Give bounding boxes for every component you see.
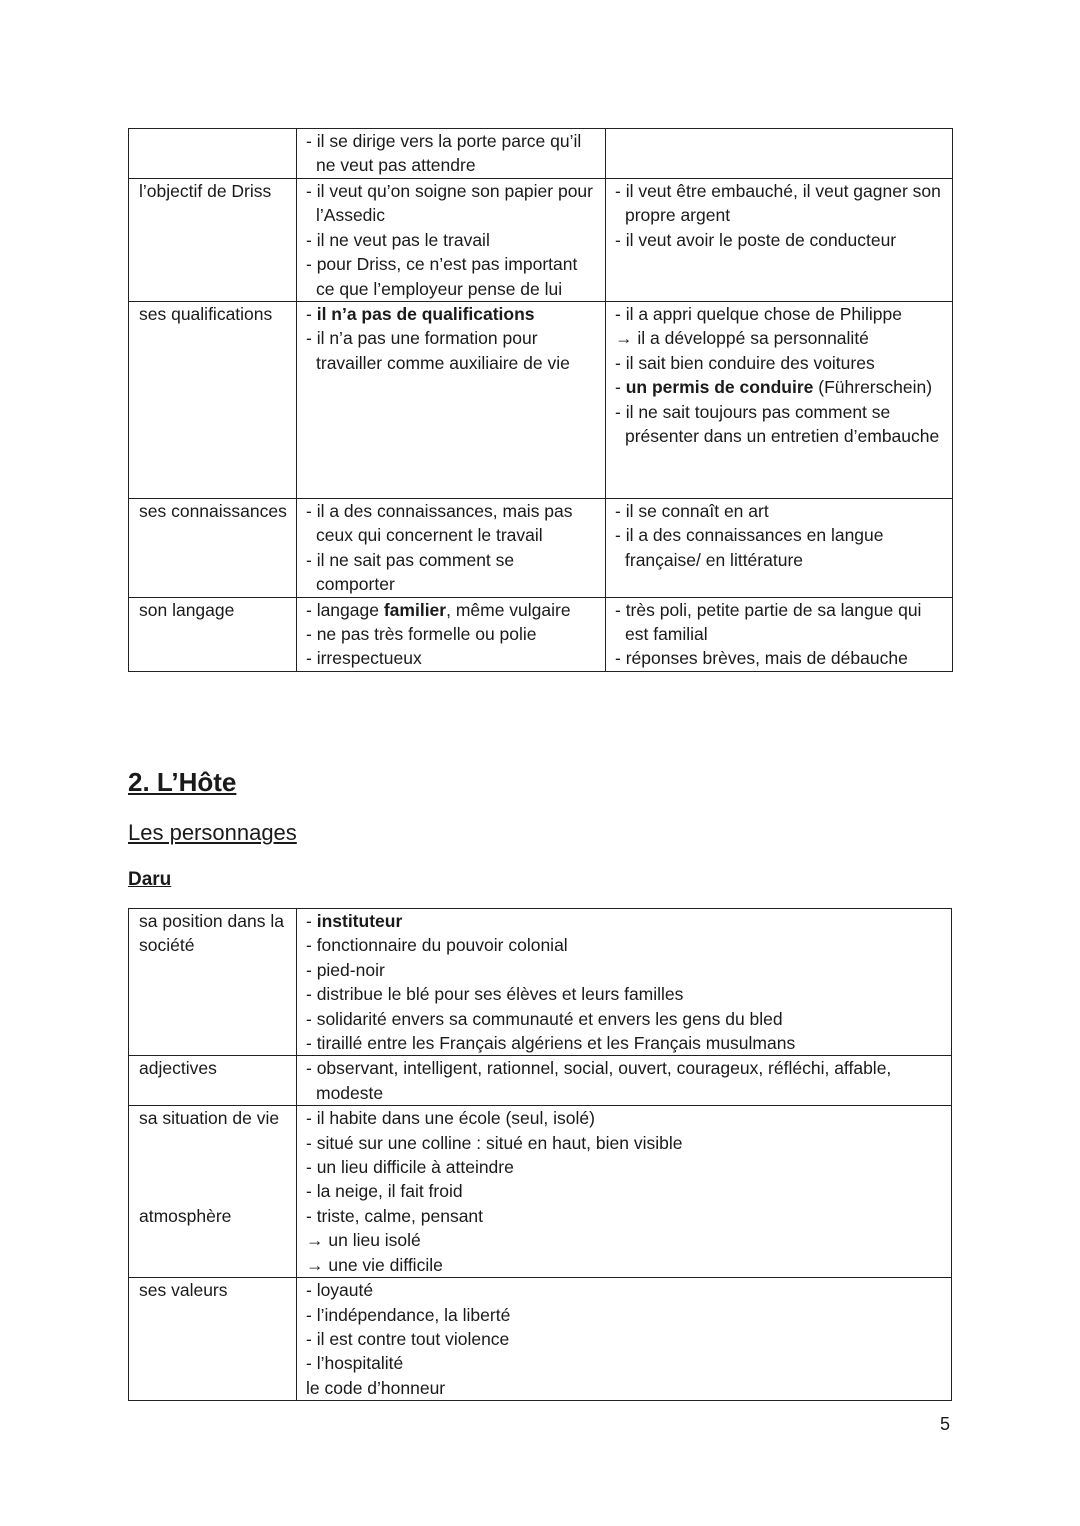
cell-line: [306, 1056, 943, 1105]
text-run: -: [615, 377, 626, 398]
cell-line: [615, 351, 944, 375]
cell-line: [306, 252, 597, 301]
row-label: ses qualifications: [129, 302, 297, 499]
text-run: - il se connaît en art: [615, 501, 769, 522]
row-label: son langage: [129, 597, 297, 671]
text-run: - un lieu difficile à atteindre: [306, 1157, 514, 1178]
cell-line: [615, 179, 944, 228]
text-run: - la neige, il fait froid: [306, 1181, 463, 1202]
text-run: → une vie difficile: [306, 1254, 443, 1275]
text-run: - il habite dans une école (seul, isolé): [306, 1108, 595, 1129]
cell-line: [306, 1278, 943, 1302]
text-run: - il n’a pas une formation pour travailler comme auxiliaire de vie: [306, 328, 570, 373]
table-row: [129, 1278, 952, 1401]
text-run: - ne pas très formelle ou polie: [306, 624, 537, 645]
cell-line: [306, 1106, 943, 1130]
text-run: - tiraillé entre les Français algériens et les Français musulmans: [306, 1033, 796, 1054]
cell-col2: [297, 499, 606, 598]
cell-line: [615, 326, 944, 350]
cell-col2: [297, 597, 606, 671]
cell-col2: [297, 1056, 952, 1106]
cell-col3: [606, 129, 953, 179]
text-run: - l’hospitalité: [306, 1353, 404, 1374]
cell-col2: [297, 129, 606, 179]
cell-line: [615, 375, 944, 399]
cell-line: [306, 179, 597, 228]
text-run: - pour Driss, ce n’est pas important ce que l’employeur pense de lui: [306, 254, 578, 299]
bold-text: familier: [383, 599, 447, 620]
cell-line: [615, 523, 944, 572]
bold-text: instituteur: [316, 911, 403, 931]
table-row: [129, 1056, 952, 1106]
text-run: - il ne veut pas le travail: [306, 229, 490, 250]
bold-text: un permis de conduire: [625, 377, 814, 398]
text-run: - il veut qu’on soigne son papier pour l’Assedic: [306, 181, 593, 226]
text-run: - observant, intelligent, rationnel, social, ouvert, courageux, réfléchi, affable, modeste: [306, 1058, 892, 1103]
row-label: sa situation de vie atmosphère: [129, 1106, 297, 1278]
cell-col2: [297, 909, 952, 1056]
cell-line: [306, 129, 597, 178]
cell-col2: [297, 302, 606, 499]
cell-line: [306, 1351, 943, 1375]
text-run: - il est contre tout violence: [306, 1328, 510, 1349]
cell-col2: [297, 1106, 952, 1278]
text-run: - il a appri quelque chose de Philippe: [615, 304, 902, 325]
page-number: 5: [940, 1414, 951, 1434]
row-label: adjectives: [129, 1056, 297, 1106]
section-title: 2. L’Hôte: [128, 767, 237, 797]
row-label: ses valeurs: [129, 1278, 297, 1401]
cell-col3: [606, 302, 953, 499]
cell-line: [615, 228, 944, 252]
cell-line: [306, 548, 597, 597]
cell-line: [615, 646, 944, 670]
table-row: [129, 597, 953, 671]
character-table: [128, 908, 952, 1401]
text-run: - il veut être embauché, il veut gagner son propre argent: [615, 181, 941, 226]
cell-line: [306, 1327, 943, 1351]
text-run: - situé sur une colline : situé en haut, bien visible: [306, 1132, 683, 1153]
cell-line: [306, 1253, 943, 1277]
table-row: [129, 1106, 952, 1278]
row-label: l’objectif de Driss: [129, 179, 297, 302]
table-row: [129, 909, 952, 1056]
text-run: (Führerschein): [813, 377, 933, 398]
text-run: -: [306, 911, 317, 931]
cell-line: [306, 1376, 943, 1400]
cell-line: [306, 933, 943, 957]
cell-line: [306, 646, 597, 670]
text-run: - distribue le blé pour ses élèves et leurs familles: [306, 984, 684, 1005]
row-label: [129, 129, 297, 179]
cell-line: [306, 1007, 943, 1031]
character-name: Daru: [128, 869, 172, 890]
text-run: - langage: [306, 599, 384, 620]
cell-line: [615, 598, 944, 647]
cell-line: [306, 326, 597, 375]
cell-line: [306, 598, 597, 622]
text-run: - irrespectueux: [306, 648, 422, 669]
cell-line: [615, 302, 944, 326]
table-row: [129, 302, 953, 499]
cell-col2: [297, 1278, 952, 1401]
cell-col3: [606, 179, 953, 302]
cell-line: [615, 499, 944, 523]
text-run: - pied-noir: [306, 959, 385, 980]
cell-col3: [606, 597, 953, 671]
cell-line: [306, 1204, 943, 1228]
bold-text: il n’a pas de qualifications: [316, 304, 535, 325]
cell-line: [306, 622, 597, 646]
cell-line: [306, 302, 597, 326]
text-run: - il ne sait toujours pas comment se présenter dans un entretien d’embauche: [615, 401, 940, 447]
text-run: , même vulgaire: [446, 599, 571, 620]
row-sublabel: atmosphère: [139, 1205, 232, 1226]
text-run: -: [306, 304, 317, 325]
text-run: - très poli, petite partie de sa langue qui est familial: [615, 599, 922, 645]
cell-line: [306, 982, 943, 1006]
text-run: → un lieu isolé: [306, 1230, 421, 1251]
comparison-table: [128, 128, 953, 672]
text-run: - il veut avoir le poste de conducteur: [615, 229, 897, 250]
text-run: - il ne sait pas comment se comporter: [306, 549, 515, 595]
text-run: - fonctionnaire du pouvoir colonial: [306, 935, 568, 956]
cell-line: [306, 1228, 943, 1252]
text-run: le code d’honneur: [306, 1377, 446, 1398]
text-run: → il a développé sa personnalité: [615, 328, 869, 349]
row-label: sa position dans la société: [129, 909, 297, 1056]
text-run: - il a des connaissances, mais pas ceux qui concernent le travail: [306, 501, 573, 546]
cell-line: [306, 1179, 943, 1203]
text-run: - triste, calme, pensant: [306, 1205, 484, 1226]
text-run: - loyauté: [306, 1280, 374, 1301]
text-run: - il se dirige vers la porte parce qu’il ne veut pas attendre: [306, 131, 582, 176]
table-row: [129, 179, 953, 302]
cell-line: [306, 909, 943, 933]
cell-line: [306, 1155, 943, 1179]
section-subtitle: Les personnages: [128, 820, 297, 845]
text-run: - solidarité envers sa communauté et envers les gens du bled: [306, 1008, 783, 1029]
cell-line: [306, 499, 597, 548]
cell-col3: [606, 499, 953, 598]
text-run: - il a des connaissances en langue française/ en littérature: [615, 525, 884, 570]
table-row: [129, 129, 953, 179]
cell-line: [306, 1131, 943, 1155]
text-run: - il sait bien conduire des voitures: [615, 352, 875, 373]
cell-col2: [297, 179, 606, 302]
cell-line: [306, 1303, 943, 1327]
row-label: ses connaissances: [129, 499, 297, 598]
text-run: - l’indépendance, la liberté: [306, 1304, 511, 1325]
table-row: [129, 499, 953, 598]
cell-line: [615, 400, 944, 449]
cell-line: [306, 228, 597, 252]
cell-line: [306, 958, 943, 982]
text-run: - réponses brèves, mais de débauche: [615, 648, 908, 669]
cell-line: [306, 1031, 943, 1055]
